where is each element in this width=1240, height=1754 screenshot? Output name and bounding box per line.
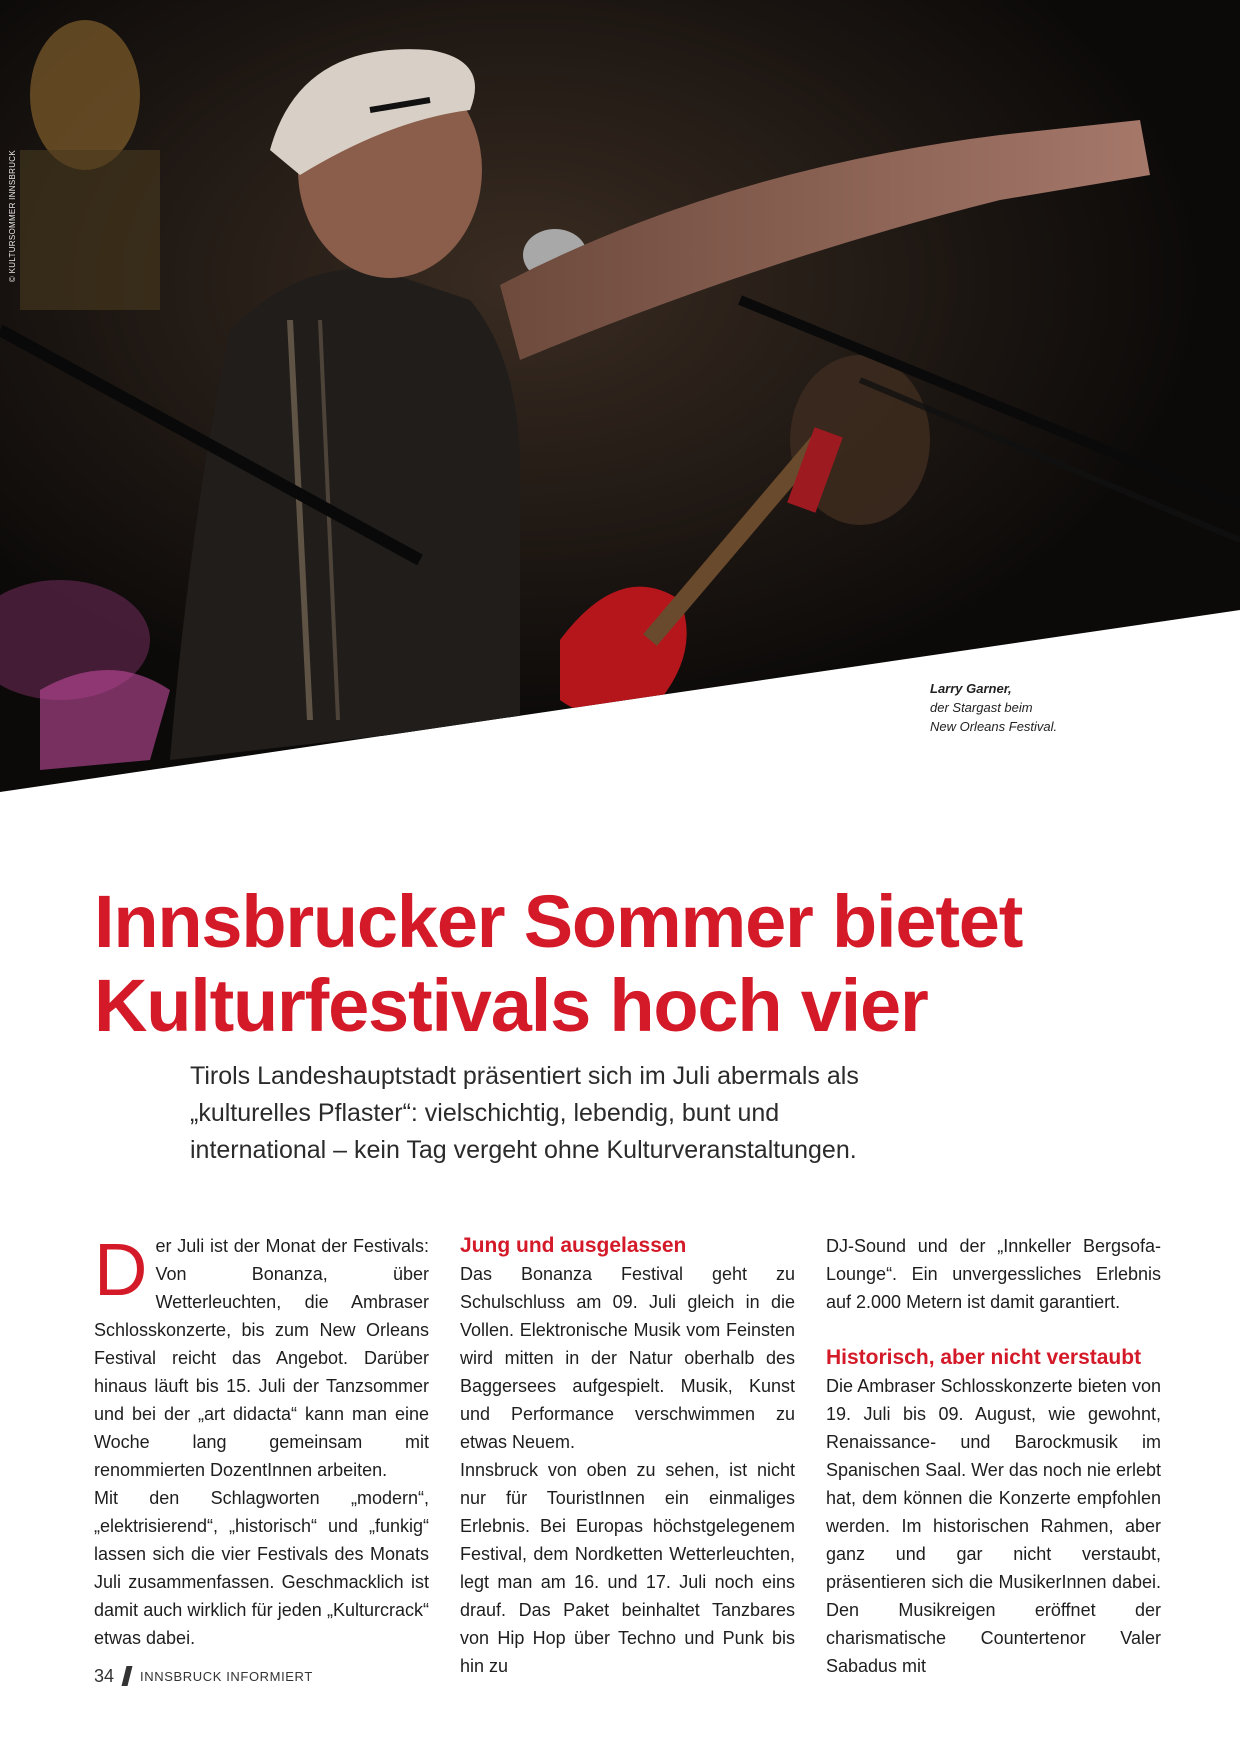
section-heading: Jung und ausgelassen xyxy=(460,1234,687,1257)
body-column-3 xyxy=(826,1232,1161,1680)
lead-line: international – kein Tag vergeht ohne Kulturveranstaltungen. xyxy=(190,1136,857,1164)
body-paragraph: Das Bonanza Festival geht zu Schulschluss am 09. Juli gleich in die Vollen. Elektronische Musik vom Feinsten wird mitten in der Natur oberhalb des Baggersees aufgespielt. Musik, Kunst und Performance verschwimmen zu etwas Neuem. xyxy=(460,1264,795,1452)
paragraph-text: er Juli ist der Monat der Festivals: Von Bonanza, über Wetterleuchten, die Ambraser Schlosskonzerte, bis zum New Orleans Festival reicht das Angebot. Darüber hinaus läuft bis 15. Juli der Tanzsommer und bei der „art didacta“ kann man eine Woche lang gemeinsam mit renommierten DozentInnen arbeiten. xyxy=(94,1236,429,1480)
headline-line: Kulturfestivals hoch vier xyxy=(94,964,928,1047)
caption-line: New Orleans Festival. xyxy=(930,719,1058,734)
body-paragraph: Mit den Schlagworten „modern“, „elektrisierend“, „historisch“ und „funkig“ lassen sich die vier Festivals des Monats Juli zusammenfassen. Geschmacklich ist damit auch wirklich für jeden „Kulturcrack“ etwas dabei. xyxy=(94,1488,429,1648)
body-paragraph: Die Ambraser Schlosskonzerte bieten von 19. Juli bis 09. August, wie gewohnt, Renaissance- und Barockmusik im Spanischen Saal. Wer das noch nie erlebt hat, dem können die Konzerte empfohlen werden. Im historischen Rahmen, aber ganz und gar nicht verstaubt, präsentieren sich die MusikerInnen dabei. Den Musikreigen eröffnet der charismatische Countertenor Valer Sabadus mit xyxy=(826,1376,1161,1676)
slash-divider-icon xyxy=(122,1666,133,1686)
photo-credit: © KULTURSOMMER INNSBRUCK xyxy=(8,150,17,283)
body-column-2 xyxy=(460,1232,795,1680)
body-paragraph: DJ-Sound und der „Innkeller Bergsofa-Lounge“. Ein unvergessliches Erlebnis auf 2.000 Metern ist damit garantiert. xyxy=(826,1236,1161,1312)
article-lead xyxy=(190,1058,1090,1169)
photo-caption xyxy=(930,679,1130,736)
body-column-1 xyxy=(94,1228,429,1652)
headline-line: Innsbrucker Sommer bietet xyxy=(94,880,1023,963)
section-heading: Historisch, aber nicht verstaubt xyxy=(826,1346,1142,1369)
lead-line: „kulturelles Pflaster“: vielschichtig, lebendig, bunt und xyxy=(190,1099,780,1127)
page-number: 34 xyxy=(94,1665,115,1686)
body-paragraph xyxy=(94,1228,429,1484)
lead-line: Tirols Landeshauptstadt präsentiert sich im Juli abermals als xyxy=(190,1062,859,1090)
magazine-name: INNSBRUCK INFORMIERT xyxy=(140,1668,313,1684)
caption-name: Larry Garner, xyxy=(930,681,1012,696)
caption-line: der Stargast beim xyxy=(930,700,1033,715)
spacer xyxy=(826,1316,1161,1344)
article-headline xyxy=(94,880,1194,1048)
page-footer xyxy=(94,1664,313,1688)
drop-cap: D xyxy=(94,1228,148,1311)
body-paragraph: Innsbruck von oben zu sehen, ist nicht nur für TouristInnen ein einmaliges Erlebnis. Bei Europas höchstgelegenem Festival, dem Nordketten Wetterleuchten, legt man am 16. und 17. Juli noch eins drauf. Das Paket beinhaltet Tanzbares von Hip Hop über Techno und Punk bis hin zu xyxy=(460,1460,795,1676)
